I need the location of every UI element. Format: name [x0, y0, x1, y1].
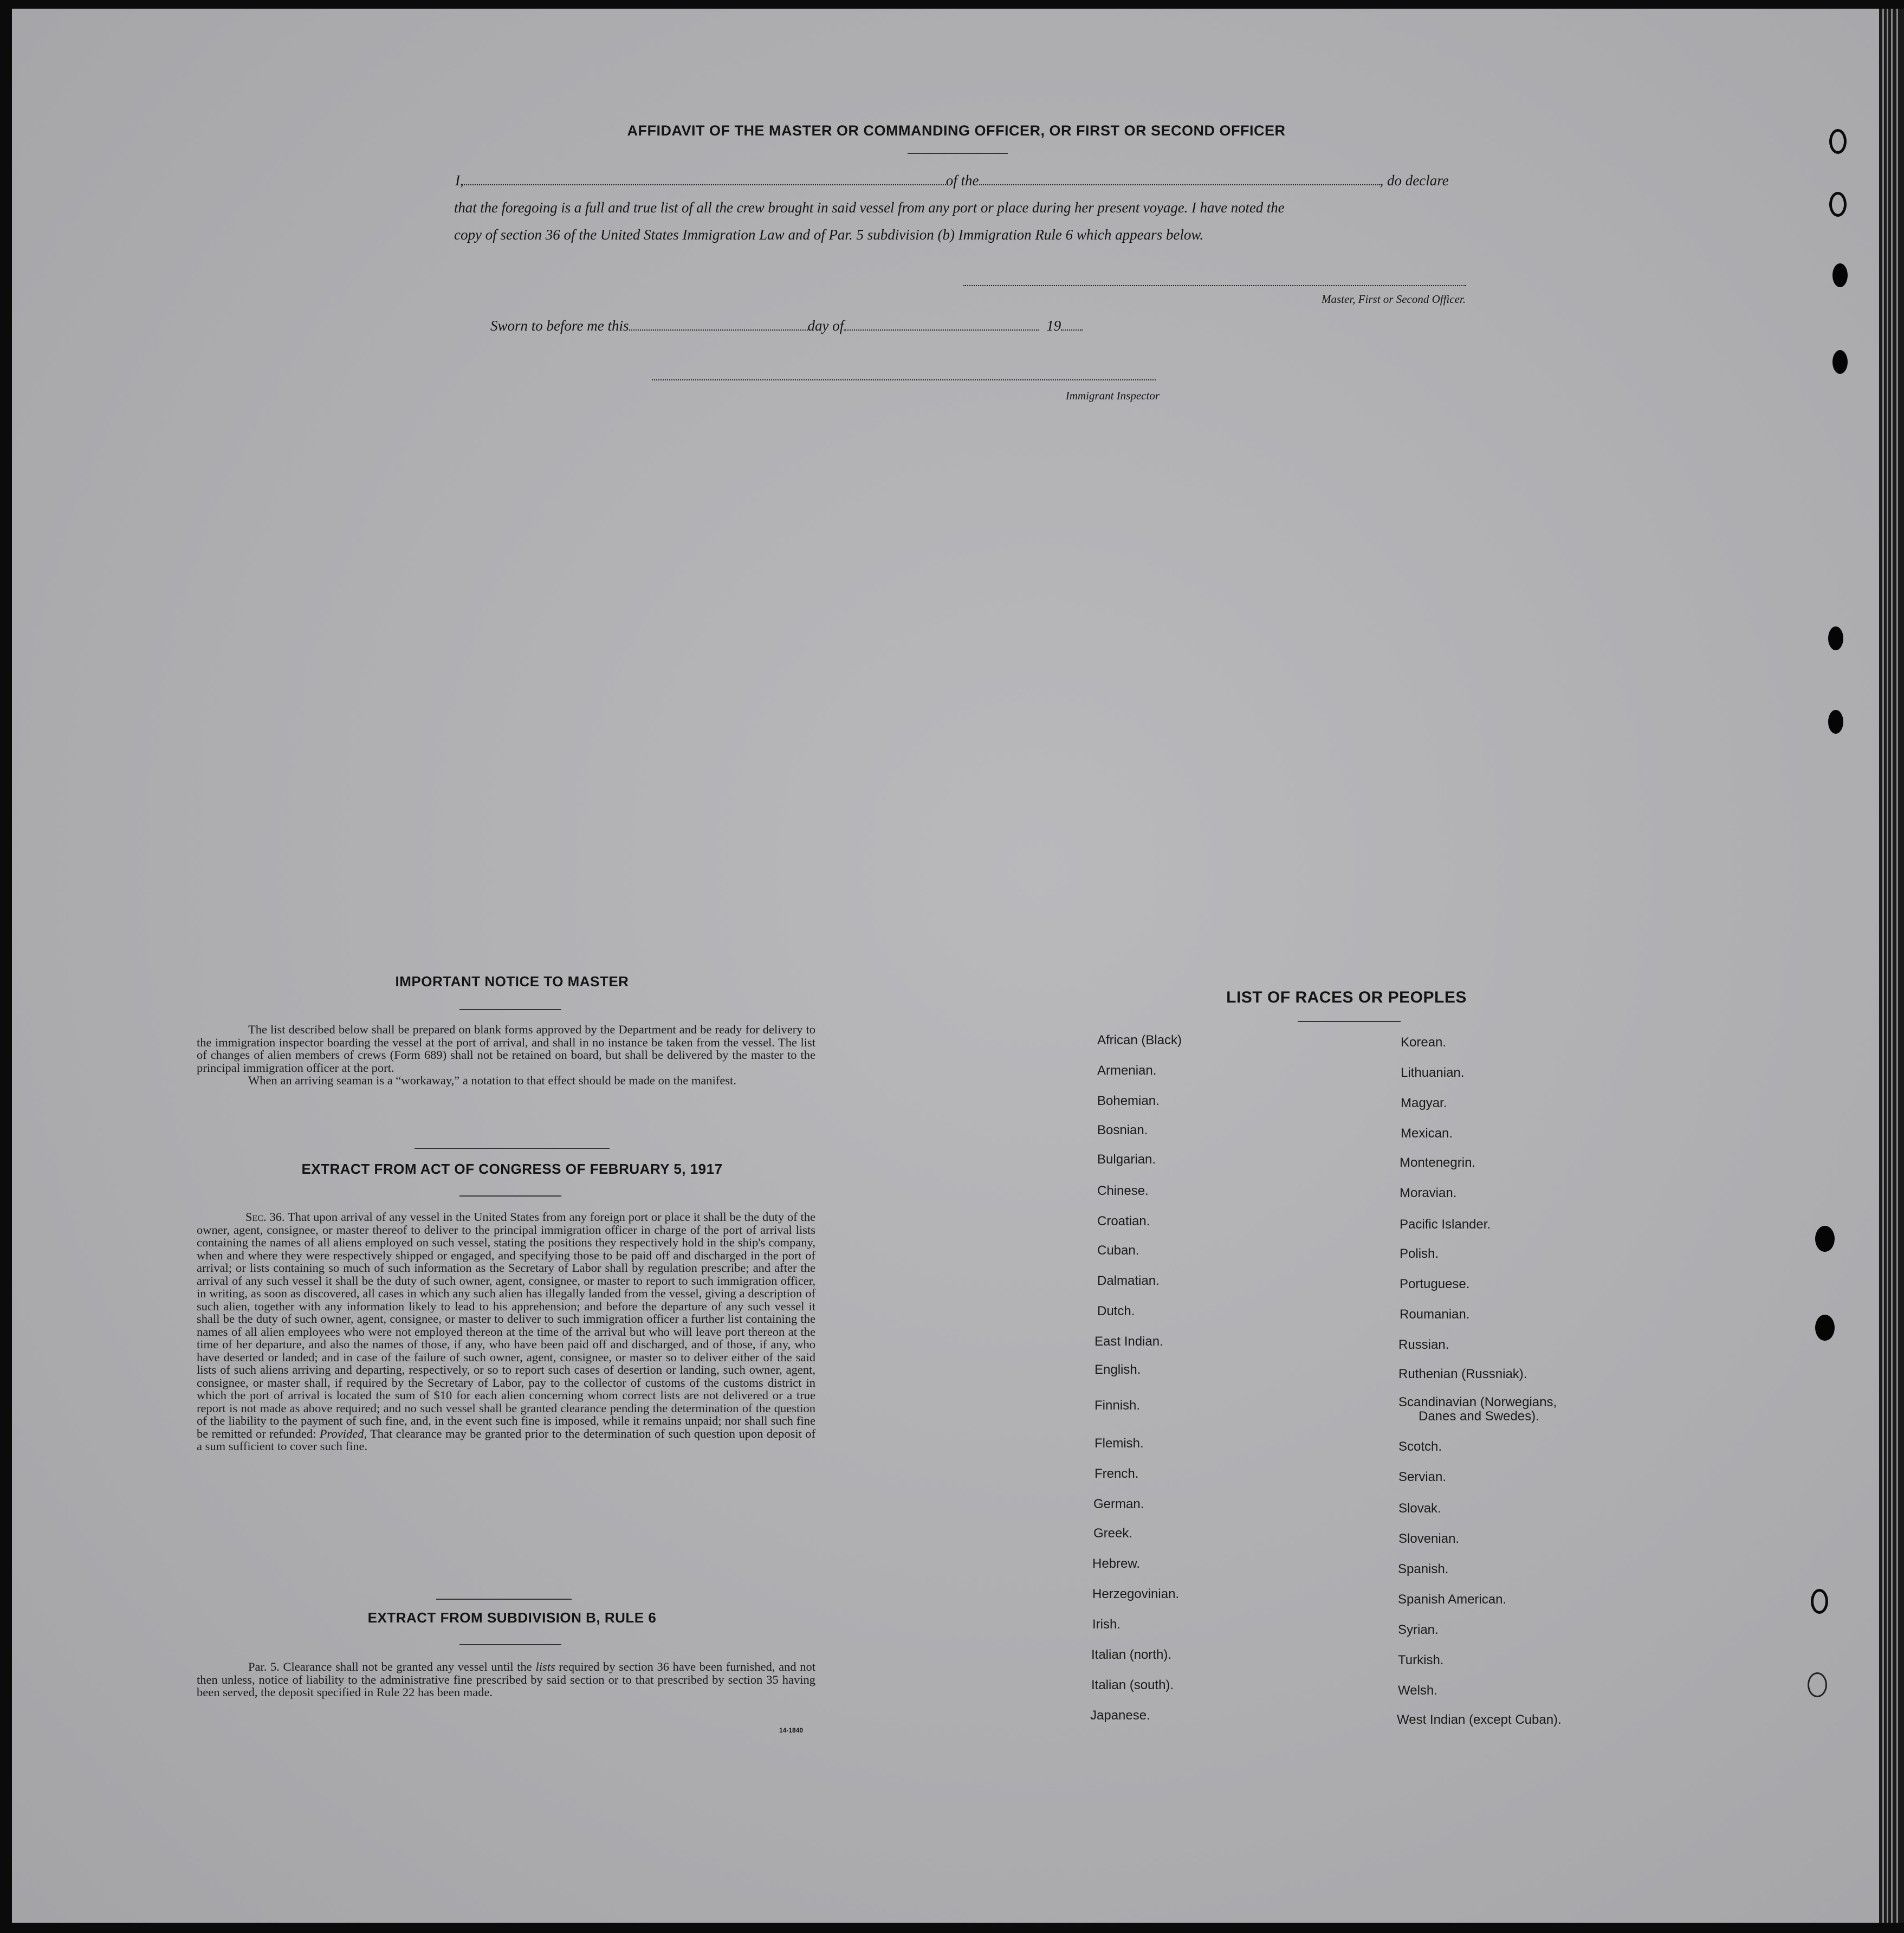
- race-item: Spanish American.: [1398, 1592, 1507, 1607]
- race-item: Italian (south).: [1091, 1678, 1174, 1692]
- race-item: Flemish.: [1095, 1436, 1144, 1451]
- divider: [436, 1599, 572, 1600]
- form-code: 14-1840: [779, 1727, 804, 1734]
- divider: [1298, 1021, 1401, 1022]
- punch-hole: [1828, 626, 1843, 650]
- sworn-year-field[interactable]: [1061, 318, 1083, 331]
- notice-paragraph-2: When an arriving seaman is a “workaway,” a notation to that effect should be made on the manifest.: [248, 1074, 736, 1087]
- race-item: Scandinavian (Norwegians,: [1398, 1395, 1557, 1410]
- of-the-label: of the: [945, 172, 979, 189]
- punch-hole: [1832, 263, 1848, 287]
- document-page: [12, 9, 1879, 1923]
- race-item: Finnish.: [1095, 1398, 1141, 1413]
- race-item: Lithuanian.: [1401, 1065, 1465, 1080]
- race-item: Chinese.: [1097, 1184, 1149, 1198]
- race-item: Welsh.: [1398, 1683, 1437, 1698]
- inspector-label: Immigrant Inspector: [1065, 389, 1160, 402]
- vessel-name-field[interactable]: [979, 172, 1380, 185]
- race-item: West Indian (except Cuban).: [1397, 1712, 1562, 1727]
- divider: [415, 1148, 610, 1149]
- race-item: Korean.: [1401, 1035, 1447, 1050]
- race-item: Dalmatian.: [1097, 1273, 1160, 1288]
- race-item: Dutch.: [1097, 1304, 1135, 1318]
- race-item: Slovenian.: [1398, 1531, 1460, 1546]
- punch-hole: [1815, 1315, 1835, 1341]
- race-item: Spanish.: [1398, 1562, 1449, 1576]
- day-of-label: day of: [807, 318, 844, 334]
- race-item: Ruthenian (Russniak).: [1398, 1367, 1527, 1381]
- notice-paragraph-1: The list described below shall be prepared on blank forms approved by the Department and be ready for delivery to the immigration inspector boarding the vessel at the port of arrival, and shall in no instance be taken from the vessel. The list of changes of alien members of crews (Form 689) shall not be retained on board, but shall be delivered by the master to the principal immigration officer at the port.: [197, 1023, 815, 1075]
- divider: [908, 153, 1008, 154]
- affidavit-line-1: [455, 172, 1468, 189]
- section-label: Sec. 36.: [245, 1210, 285, 1224]
- race-item: Danes and Swedes).: [1419, 1409, 1539, 1424]
- declarant-prefix: I,: [455, 172, 464, 189]
- punch-hole: [1832, 350, 1848, 374]
- race-item: Scotch.: [1398, 1439, 1442, 1454]
- race-item: Portuguese.: [1400, 1277, 1470, 1291]
- races-title: LIST OF RACES OR PEOPLES: [1226, 988, 1467, 1006]
- race-item: Cuban.: [1097, 1243, 1139, 1258]
- race-item: Montenegrin.: [1400, 1155, 1476, 1170]
- punch-hole: [1829, 129, 1847, 154]
- race-item: Roumanian.: [1400, 1307, 1470, 1322]
- race-item: Bulgarian.: [1097, 1152, 1156, 1167]
- race-item: Turkish.: [1398, 1653, 1444, 1667]
- affidavit-title: AFFIDAVIT OF THE MASTER OR COMMANDING OFFICER, OR FIRST OR SECOND OFFICER: [627, 122, 1286, 139]
- race-item: Hebrew.: [1092, 1556, 1141, 1571]
- race-item: Irish.: [1092, 1617, 1121, 1632]
- section-body-end: That clearance may be granted prior to the determination of such question upon deposit of a sum sufficient to cover such fine.: [197, 1426, 815, 1453]
- race-item: Mexican.: [1401, 1126, 1453, 1141]
- rule-text-start: Par. 5. Clearance shall not be granted any vessel until the: [248, 1660, 532, 1673]
- race-item: Japanese.: [1090, 1708, 1150, 1723]
- year-label: 19: [1046, 318, 1061, 334]
- extract-act-title: EXTRACT FROM ACT OF CONGRESS OF FEBRUARY 5, 1917: [301, 1161, 723, 1177]
- race-item: Servian.: [1398, 1470, 1447, 1484]
- race-item: East Indian.: [1095, 1334, 1163, 1349]
- extract-rule-title: EXTRACT FROM SUBDIVISION B, RULE 6: [367, 1609, 657, 1626]
- signature-label: Master, First or Second Officer.: [1322, 293, 1466, 306]
- signature-line[interactable]: [963, 285, 1466, 286]
- extract-act-text: [197, 1211, 815, 1453]
- punch-hole: [1811, 1589, 1828, 1614]
- race-item: German.: [1093, 1497, 1144, 1511]
- affidavit-line-3: copy of section 36 of the United States Immigration Law and of Par. 5 subdivision (b) Immigration Rule 6 which appears below.: [454, 227, 1204, 243]
- race-item: Italian (north).: [1091, 1647, 1172, 1662]
- sworn-line: [490, 318, 1083, 334]
- page-edge: [1879, 9, 1904, 1923]
- divider: [459, 1009, 561, 1010]
- punch-hole: [1808, 1672, 1827, 1697]
- punch-hole: [1829, 192, 1847, 217]
- race-item: Polish.: [1400, 1246, 1439, 1261]
- sworn-month-field[interactable]: [844, 318, 1039, 331]
- race-item: Armenian.: [1097, 1063, 1157, 1078]
- race-item: Croatian.: [1097, 1214, 1150, 1229]
- race-item: Bosnian.: [1097, 1123, 1148, 1137]
- punch-hole: [1828, 710, 1843, 734]
- race-item: Moravian.: [1400, 1186, 1457, 1200]
- race-item: French.: [1095, 1466, 1139, 1481]
- notice-title: IMPORTANT NOTICE TO MASTER: [395, 973, 629, 990]
- declare-label: , do declare: [1380, 172, 1449, 189]
- affidavit-line-2: that the foregoing is a full and true list of all the crew brought in said vessel from any port or place during her present voyage. I have noted the: [454, 199, 1285, 216]
- notice-text: [197, 1023, 815, 1087]
- extract-rule-text: [197, 1660, 815, 1699]
- race-item: Slovak.: [1398, 1501, 1441, 1516]
- race-item: Syrian.: [1398, 1622, 1439, 1637]
- inspector-signature-line[interactable]: [652, 379, 1156, 380]
- race-item: African (Black): [1097, 1033, 1182, 1048]
- rule-text-end: required by section 36 have been furnished, and not then unless, notice of liability to the administrative fine prescribed by said section or to that prescribed by section 35 having been served, the deposit specified in Rule 22 has been made.: [197, 1660, 816, 1699]
- race-item: Magyar.: [1401, 1096, 1447, 1110]
- race-item: English.: [1095, 1362, 1141, 1377]
- sworn-day-field[interactable]: [629, 318, 808, 331]
- section-body: That upon arrival of any vessel in the United States from any foreign port or place it shall be the duty of the owner, agent, consignee, or master thereof to deliver to the principal immigration officer in charge of the port of arrival lists containing the names of all aliens employed on such vessel, stating the positions they respectively hold in the ship's company, when and where they were respectively shipped or engaged, and specifying those to be paid off and discharged in the port of arrival; or lists containing so much of such information as the Secretary of Labor shall by regulation prescribe; and after the arrival of any such vessel it shall be the duty of such owner, agent, consignee, or master to report to such immigration officer, in writing, as soon as discovered, all cases in which any such alien has illegally landed from the vessel, giving a description of such alien, together with any information likely to lead to his apprehension; and before the departure of any such vessel it shall be the duty of such owner, agent, consignee, or master to deliver to such immigration officer a further list containing the names of all alien employees who were not employed thereon at the time of the arrival but who will leave port thereon at the time of her departure, and also the names of those, if any, who have been paid off and discharged, and of those, if any, who have deserted or landed; and in case of the failure of such owner, agent, consignee, or master so to deliver either of the said lists of such aliens arriving and departing, respectively, or so to report such cases of desertion or landing, such owner, agent, consignee, or master shall, if required by the Secretary of Labor, pay to the collector of customs of the customs district in which the port of arrival is located the sum of $10 for each alien concerning whom correct lists are not delivered or a true report is not made as above required; and no such vessel shall be granted clearance pending the determination of the question of the liability to the payment of such fine, and, in the event such fine is imposed, while it remains unpaid; nor shall such fine be remitted or refunded:: [197, 1210, 815, 1440]
- declarant-name-field[interactable]: [464, 172, 946, 185]
- punch-hole: [1815, 1226, 1835, 1252]
- race-item: Herzegovinian.: [1092, 1587, 1180, 1601]
- divider: [459, 1644, 561, 1645]
- race-item: Bohemian.: [1097, 1094, 1160, 1108]
- sworn-label: Sworn to before me this: [490, 318, 629, 334]
- race-item: Russian.: [1398, 1337, 1449, 1352]
- divider: [459, 1195, 561, 1197]
- race-item: Greek.: [1093, 1526, 1133, 1541]
- lists-word: lists: [535, 1660, 555, 1673]
- provided-word: Provided,: [319, 1426, 367, 1440]
- race-item: Pacific Islander.: [1400, 1217, 1491, 1232]
